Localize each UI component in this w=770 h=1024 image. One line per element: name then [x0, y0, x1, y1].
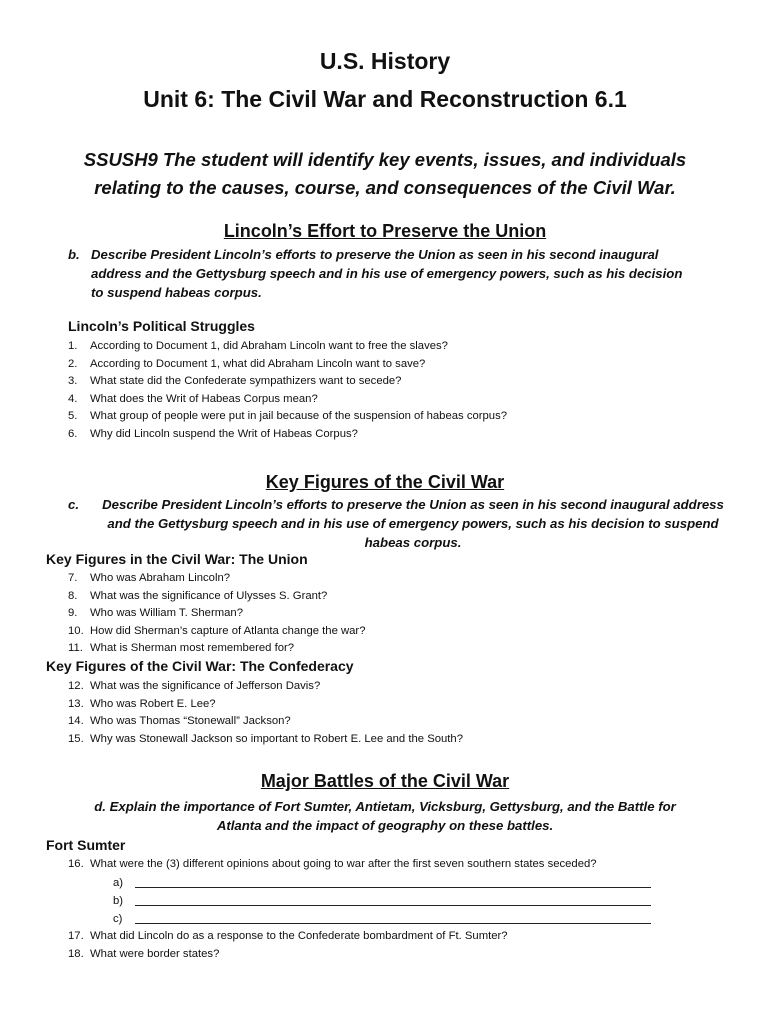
question-number: 7.: [68, 572, 78, 584]
question-number: 12.: [68, 680, 84, 692]
question-text: Who was Thomas “Stonewall” Jackson?: [90, 715, 291, 727]
standard-line-2: relating to the causes, course, and consequences of the Civil War.: [94, 177, 676, 198]
question-item: [68, 856, 708, 874]
question-text: What is Sherman most remembered for?: [90, 642, 295, 654]
question-number: 14.: [68, 715, 84, 727]
question-number: 15.: [68, 732, 84, 745]
answer-letter: b): [113, 895, 124, 907]
question-item: [68, 640, 708, 658]
question-text: What state did the Confederate sympathizers want to secede?: [90, 375, 402, 387]
unit-title: Unit 6: The Civil War and Reconstruction 6.1: [143, 86, 627, 112]
question-number: 9.: [68, 607, 78, 619]
question-number: 3.: [68, 375, 78, 387]
question-text: What were border states?: [90, 947, 220, 960]
answer-letter: c): [113, 913, 123, 925]
question-number: 4.: [68, 392, 78, 405]
question-text: Who was William T. Sherman?: [90, 607, 243, 619]
answer-line: [135, 923, 651, 924]
question-text: How did Sherman’s capture of Atlanta change the war?: [90, 624, 366, 637]
question-item: [68, 605, 708, 623]
question-item: [68, 373, 708, 391]
question-item: [68, 338, 708, 356]
question-item: [68, 678, 708, 696]
question-list-1: [68, 338, 708, 443]
section-heading-lincoln-effort: Lincoln’s Effort to Preserve the Union: [223, 221, 547, 241]
question-list-fort-sumter: [68, 856, 708, 874]
element-c: [68, 495, 738, 552]
question-text: What group of people were put in jail because of the suspension of habeas corpus?: [90, 410, 508, 422]
element-line: Describe President Lincoln’s efforts to preserve the Union as seen in his second inaugural address: [102, 497, 724, 512]
element-line: Describe President Lincoln’s efforts to preserve the Union as seen in his second inaugural: [91, 247, 659, 262]
question-item: [68, 570, 708, 588]
element-letter: c.: [68, 497, 79, 512]
question-item: [68, 928, 708, 946]
question-item: [68, 946, 708, 964]
question-number: 10.: [68, 624, 84, 637]
question-item: [68, 356, 708, 374]
question-text: Who was Robert E. Lee?: [90, 697, 216, 710]
question-text: What did Lincoln do as a response to the Confederate bombardment of Ft. Sumter?: [90, 930, 508, 942]
element-d: [40, 797, 730, 835]
question-text: What was the significance of Jefferson Davis?: [90, 680, 321, 692]
section-heading-key-figures: Key Figures of the Civil War: [265, 472, 505, 492]
element-b: [68, 245, 728, 302]
question-item: [68, 731, 708, 749]
subheading-fort-sumter: Fort Sumter: [46, 837, 126, 853]
answer-line: [135, 887, 651, 888]
question-text: Why did Lincoln suspend the Writ of Habeas Corpus?: [90, 427, 358, 440]
question-item: [68, 623, 708, 641]
question-number: 11.: [68, 642, 83, 654]
question-text: What does the Writ of Habeas Corpus mean?: [90, 392, 318, 405]
question-number: 18.: [68, 947, 84, 960]
element-line: Atlanta and the impact of geography on these battles.: [216, 818, 554, 833]
section-heading-major-battles: Major Battles of the Civil War: [260, 771, 510, 791]
element-line: address and the Gettysburg speech and in his use of emergency powers, such as his decision: [91, 266, 683, 281]
question-number: 1.: [68, 340, 78, 352]
question-number: 6.: [68, 427, 78, 440]
question-item: [68, 426, 708, 444]
question-text: Who was Abraham Lincoln?: [90, 572, 231, 584]
element-line: and the Gettysburg speech and in his use of emergency powers, such as his decision to suspend: [107, 516, 719, 531]
question-number: 17.: [68, 930, 84, 942]
element-line: to suspend habeas corpus.: [91, 285, 262, 300]
question-list-fort-sumter-2: [68, 928, 708, 963]
question-text: What was the significance of Ulysses S. Grant?: [90, 589, 328, 602]
question-number: 16.: [68, 858, 84, 870]
question-item: [68, 408, 708, 426]
question-number: 2.: [68, 357, 78, 370]
question-item: [68, 713, 708, 731]
question-number: 8.: [68, 589, 78, 602]
subheading-political-struggles: Lincoln’s Political Struggles: [68, 318, 255, 334]
subheading-union: Key Figures in the Civil War: The Union: [46, 551, 308, 567]
element-line: d. Explain the importance of Fort Sumter, Antietam, Vicksburg, Gettysburg, and the Battle for: [94, 799, 676, 814]
answer-line: [135, 905, 651, 906]
answer-letter: a): [113, 877, 124, 889]
question-text: Why was Stonewall Jackson so important to Robert E. Lee and the South?: [90, 732, 464, 745]
question-list-confederacy: [68, 678, 708, 748]
element-letter: b.: [68, 247, 80, 262]
course-title: U.S. History: [319, 48, 451, 74]
subheading-confederacy: Key Figures of the Civil War: The Confederacy: [46, 658, 354, 674]
question-number: 5.: [68, 410, 78, 422]
question-item: [68, 696, 708, 714]
standard-line-1: SSUSH9 The student will identify key events, issues, and individuals: [83, 149, 687, 170]
question-text: According to Document 1, what did Abraham Lincoln want to save?: [90, 357, 426, 370]
question-item: [68, 391, 708, 409]
question-text: What were the (3) different opinions about going to war after the first seven southern states seceded?: [90, 858, 597, 870]
question-list-union: [68, 570, 708, 658]
element-line: habeas corpus.: [364, 535, 462, 550]
question-item: [68, 588, 708, 606]
question-text: According to Document 1, did Abraham Lincoln want to free the slaves?: [90, 340, 448, 352]
question-number: 13.: [68, 697, 84, 710]
